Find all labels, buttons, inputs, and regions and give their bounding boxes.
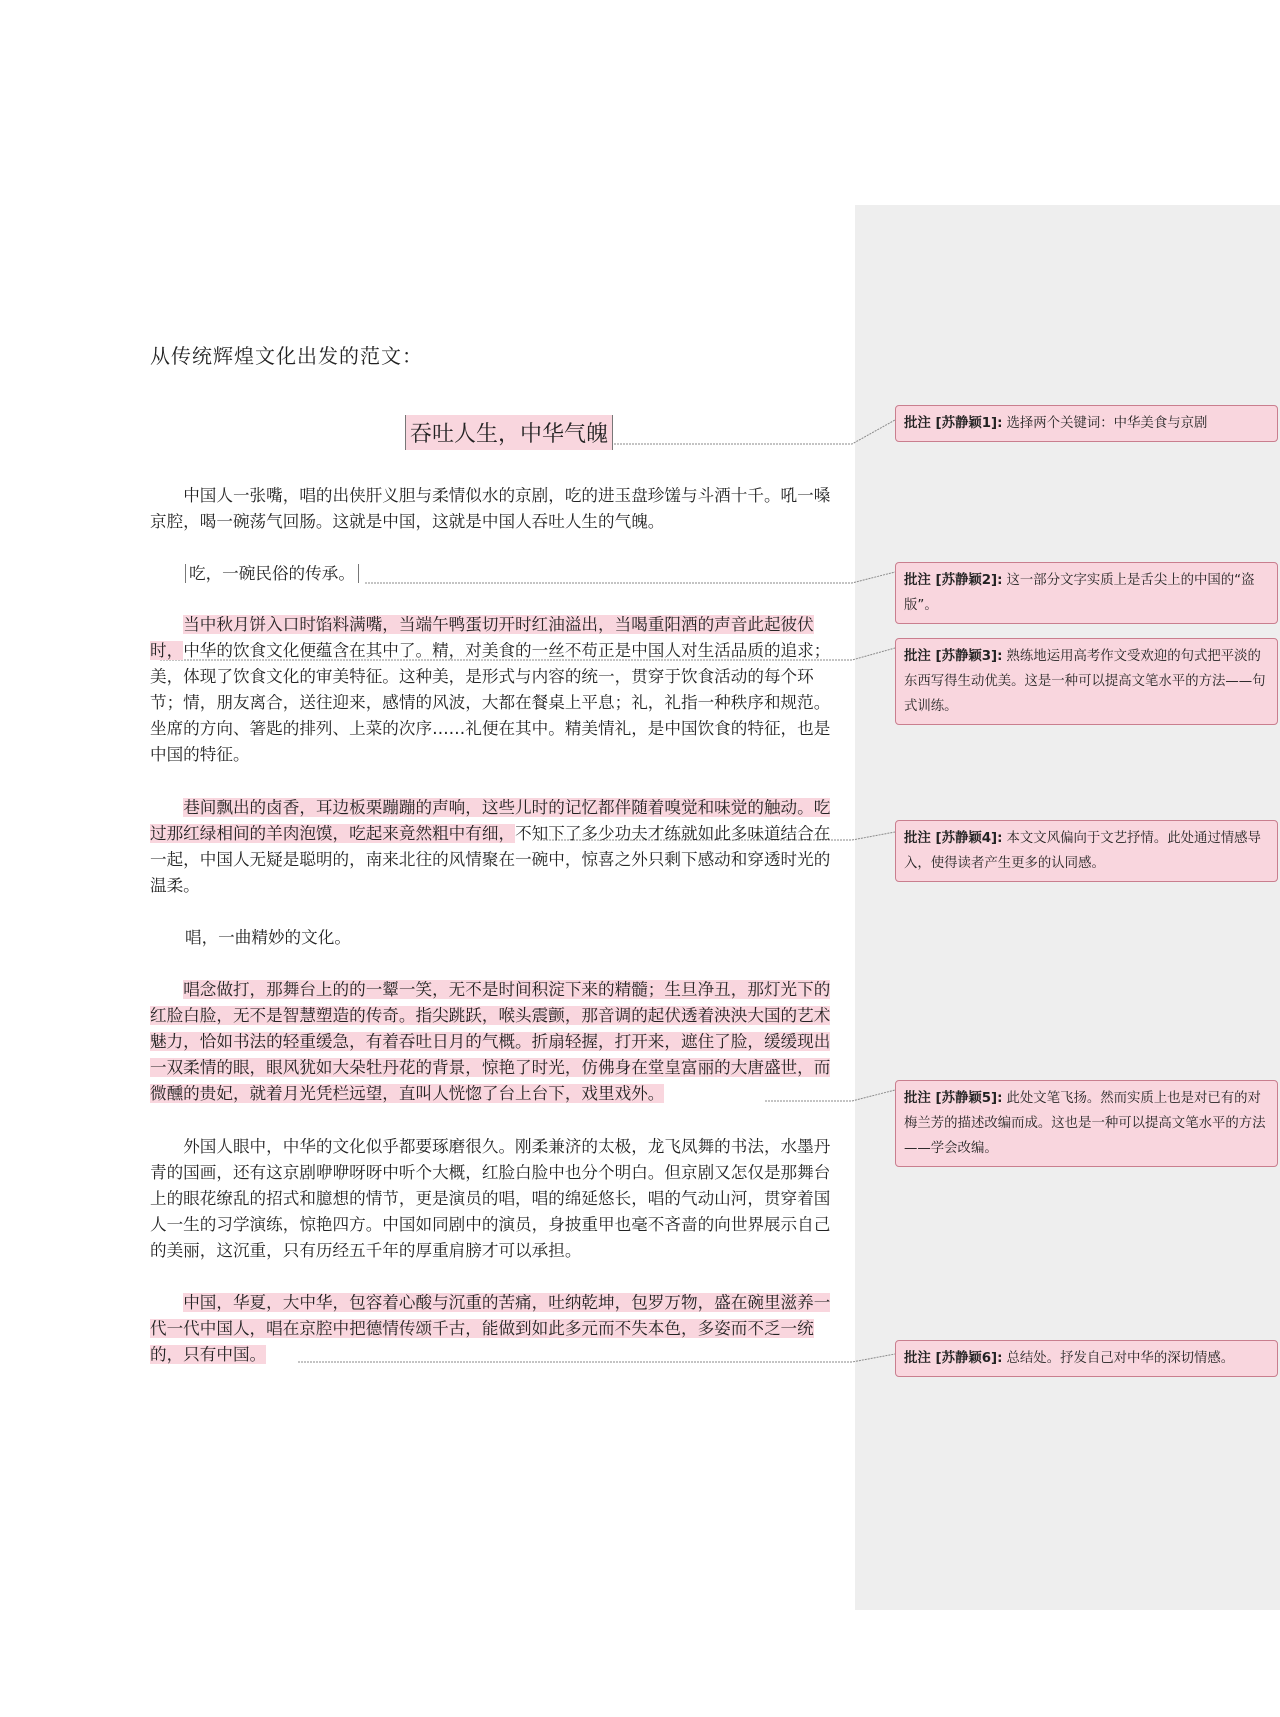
comment-5[interactable] [895,1080,1278,1167]
comment-1-text: 选择两个关键词：中华美食与京剧 [1006,416,1208,431]
comment-6-text: 总结处。抒发自己对中华的深切情感。 [1006,1351,1235,1366]
comment-4-label: 批注 [苏静颖4]: [904,831,1003,846]
comment-3-label: 批注 [苏静颖3]: [904,649,1003,664]
section-heading-sing: 唱，一曲精妙的文化。 [185,928,351,947]
comment-3[interactable] [895,638,1278,725]
paragraph-intro: 中国人一张嘴，唱的出侠肝义胆与柔情似水的京剧，吃的进玉盘珍馐与斗酒十千。吼一嗓京腔，喝一碗荡气回肠。这就是中国，这就是中国人吞吐人生的气魄。 [150,486,831,531]
comment-6-label: 批注 [苏静颖6]: [904,1351,1003,1366]
comment-leader-1 [590,420,895,444]
comment-1[interactable] [895,405,1278,442]
paragraph-foreign-view: 外国人眼中，中华的文化似乎都要琢磨很久。刚柔兼济的太极，龙飞凤舞的书法，水墨丹青的国画，还有这京剧咿咿呀呀中听个大概，红脸白脸中也分个明白。但京剧又怎仅是那舞台上的眼花缭乱的招式和臆想的情节，更是演员的唱，唱的绵延悠长，唱的气动山河，贯穿着国人一生的习学演练，惊艳四方。中国如同剧中的演员，身披重甲也毫不吝啬的向世界展示自己的美丽，这沉重，只有历经五千年的厚重肩膀才可以承担。 [150,1137,831,1260]
paragraph-childhood-memory [150,795,845,899]
highlight-childhood-memory: 巷间飘出的卤香，耳边板栗蹦蹦的声响，这些儿时的记忆都伴随着嗅觉和味觉的触动。吃过那红绿相间的羊肉泡馍，吃起来竟然粗中有细， [150,798,831,843]
comment-4-text: 本文文风偏向于文艺抒情。此处通过情感导入，使得读者产生更多的认同感。 [904,831,1261,871]
comment-leader-2 [365,572,895,583]
comment-3-text: 熟练地运用高考作文受欢迎的句式把平淡的东西写得生动优美。这是一种可以提高文笔水平的方法——句式训练。 [904,649,1266,714]
paragraph-childhood-memory-rest: 不知下了多少功夫才练就如此多味道结合在一起，中国人无疑是聪明的，南来北往的风情聚在一碗中，惊喜之外只剩下感动和穿透时光的温柔。 [150,824,831,895]
highlight-opera: 唱念做打，那舞台上的的一颦一笑，无不是时间积淀下来的精髓；生旦净丑，那灯光下的红脸白脸，无不是智慧塑造的传奇。指尖跳跃，喉头震颤，那音调的起伏透着泱泱大国的艺术魅力，恰如书法的轻重缓急，有着吞吐日月的气概。折扇轻握，打开来，遮住了脸，缓缓现出一双柔情的眼，眼风犹如大朵牡丹花的背景，惊艳了时光，仿佛身在堂皇富丽的大唐盛世，而微醺的贵妃，就着月光凭栏远望，直叫人恍惚了台上台下，戏里戏外。 [150,980,831,1103]
highlight-conclusion: 中国，华夏，大中华，包容着心酸与沉重的苦痛，吐纳乾坤，包罗万物，盛在碗里滋养一代一代中国人，唱在京腔中把德情传颂千古，能做到如此多元而不失本色，多姿而不乏一统的，只有中国。 [150,1293,831,1364]
comment-1-label: 批注 [苏静颖1]: [904,416,1003,431]
comment-6[interactable] [895,1340,1278,1377]
section-heading-eat [185,561,359,587]
paragraph-opera [150,977,845,1107]
comment-2-text: 这一部分文字实质上是舌尖上的中国的“盗版”。 [904,573,1255,613]
comment-5-text: 此处文笔飞扬。然而实质上也是对已有的对梅兰芳的描述改编而成。这也是一种可以提高文笔水平的方法——学会改编。 [904,1091,1266,1156]
paragraph-festival-food-rest: 中华的饮食文化便蕴含在其中了。精，对美食的一丝不苟正是中国人对生活品质的追求；美，体现了饮食文化的审美特征。这种美，是形式与内容的统一，贯穿于饮食活动的每个环节；情，朋友离合，送往迎来，感情的风波，大都在餐桌上平息；礼，礼指一种秩序和规范。坐席的方向、箸匙的排列、上菜的次序……礼便在其中。精美情礼，是中国饮食的特征，也是中国的特征。 [150,641,831,764]
comment-5-label: 批注 [苏静颖5]: [904,1091,1003,1106]
page-heading: 从传统辉煌文化出发的范文： [150,344,423,368]
essay-title: 吞吐人生，中华气魄 [405,415,613,450]
comment-2[interactable] [895,562,1278,624]
comment-2-label: 批注 [苏静颖2]: [904,573,1003,588]
section-heading-eat-text: 吃，一碗民俗的传承。 [185,564,359,583]
highlight-festival-food: 当中秋月饼入口时馅料满嘴，当端午鸭蛋切开时红油溢出，当喝重阳酒的声音此起彼伏时， [150,615,814,660]
paragraph-conclusion [150,1290,845,1368]
comment-4[interactable] [895,820,1278,882]
paragraph-festival-food [150,612,845,768]
